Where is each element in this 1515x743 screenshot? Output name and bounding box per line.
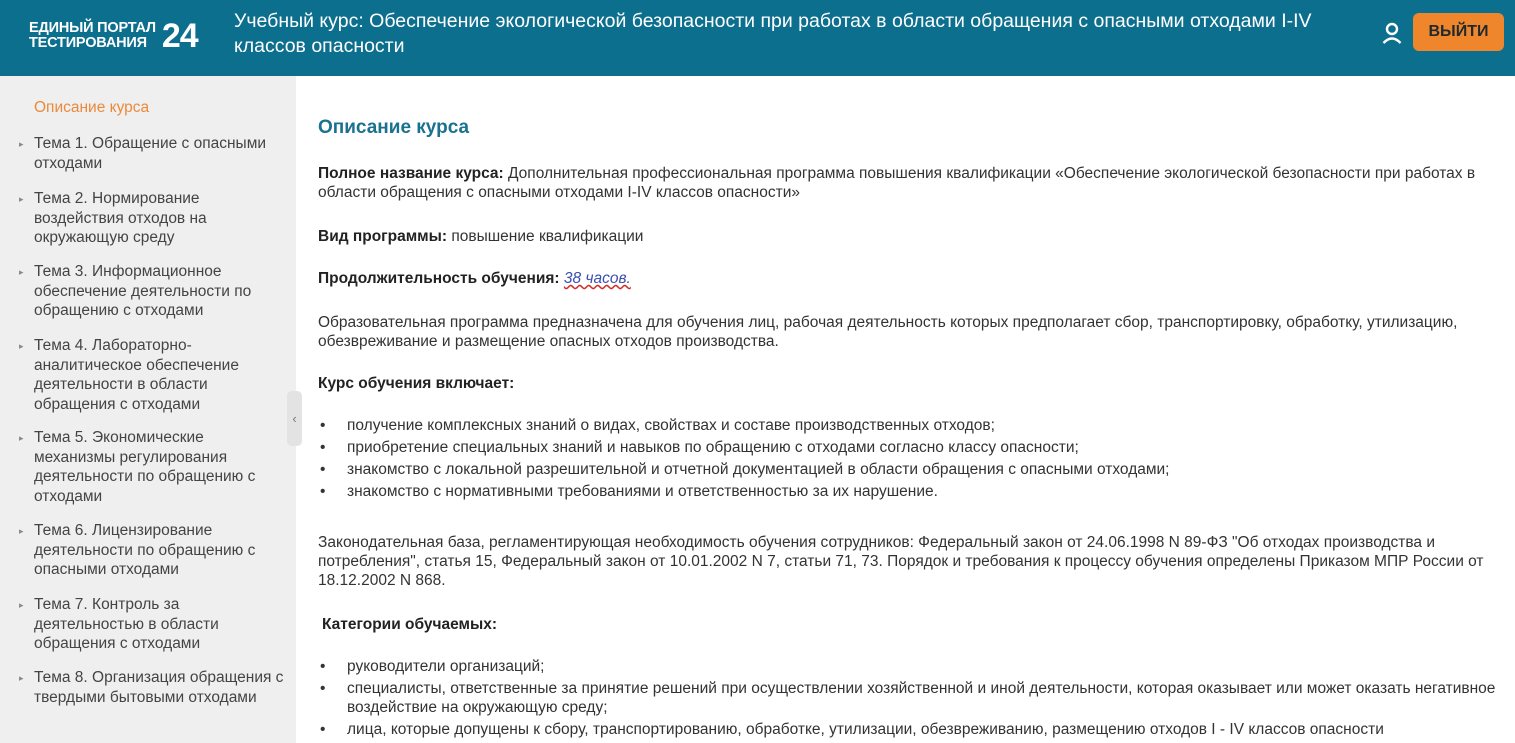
portal-logo[interactable] — [29, 16, 214, 56]
includes-heading — [318, 374, 1498, 393]
sidebar-item-label: Тема 7. Контроль за деятельностью в области обращения с отходами — [34, 596, 219, 652]
sidebar-item-label: Тема 2. Нормирование воздействия отходов на окружающую среду — [34, 190, 207, 246]
course-sidebar — [0, 76, 296, 743]
sidebar-item-topic-7[interactable] — [19, 595, 284, 654]
chevron-right-icon: ▸ — [19, 526, 24, 536]
user-icon[interactable] — [1380, 21, 1404, 45]
includes-label: Курс обучения включает: — [318, 375, 515, 392]
chevron-right-icon: ▸ — [19, 433, 24, 443]
includes-list — [318, 416, 1508, 504]
sidebar-item-topic-5[interactable] — [19, 428, 284, 506]
sidebar-collapse-handle[interactable] — [287, 391, 302, 446]
purpose-paragraph: Образовательная программа предназначена для обучения лиц, рабочая деятельность которых предполагает сбор, транспортировку, обработку, утилизацию, обезвреживание и размещение опасных отходов производства. — [318, 314, 1458, 350]
sidebar-item-topic-2[interactable] — [19, 189, 284, 248]
list-item: • специалисты, ответственные за принятие решений при осуществлении хозяйственной и иной деятельности, которая оказывает или может оказать негативное воздействие на окружающую среду; — [318, 679, 1508, 717]
course-title: Учебный курс: Обеспечение экологической безопасности при работах в области обращения с опасными отходами I-IV классов опасности — [234, 10, 1312, 57]
list-item: • получение комплексных знаний о видах, свойствах и составе производственных отходов; — [318, 416, 1508, 435]
full-name-paragraph — [318, 164, 1498, 202]
program-type-value: повышение квалификации — [447, 228, 644, 245]
chevron-right-icon: ▸ — [19, 600, 24, 610]
list-item: • знакомство с нормативными требованиями и ответственностью за их нарушение. — [318, 482, 1508, 501]
program-type-paragraph — [318, 227, 1498, 246]
sidebar-item-label: Тема 4. Лабораторно-аналитическое обеспечение деятельности в области обращения с отходами — [34, 337, 239, 413]
legal-paragraph: Законодательная база, регламентирующая необходимость обучения сотрудников: Федеральный закон от 24.06.1998 N 89-ФЗ "Об отходах производства и потребления", статья 15, Федеральный закон от 10.01.2002 N 7, статьи 71, 73. Порядок и требования к процессу обучения определены Приказом МПР России от 18.12.2002 N 868. — [318, 534, 1484, 589]
categories-list — [318, 657, 1508, 742]
sidebar-item-label: Описание курса — [34, 99, 150, 116]
page-title: Описание курса — [318, 117, 470, 138]
sidebar-item-topic-1[interactable] — [19, 134, 284, 173]
logout-button[interactable]: ВЫЙТИ — [1413, 13, 1504, 51]
chevron-left-icon: ‹ — [292, 411, 297, 426]
chevron-right-icon: ▸ — [19, 139, 24, 149]
list-item: • знакомство с локальной разрешительной и отчетной документацией в области обращения с опасными отходами; — [318, 460, 1508, 479]
sidebar-item-label: Тема 1. Обращение с опасными отходами — [34, 135, 267, 172]
sidebar-item-topic-6[interactable] — [19, 521, 284, 580]
list-item: • приобретение специальных знаний и навыков по обращению с отходами согласно классу опасности; — [318, 438, 1508, 457]
duration-label: Продолжительность обучения: — [318, 270, 560, 287]
duration-paragraph — [318, 269, 1498, 288]
sidebar-item-topic-3[interactable] — [19, 262, 284, 321]
chevron-right-icon: ▸ — [19, 673, 24, 683]
sidebar-item-topic-8[interactable] — [19, 668, 284, 707]
chevron-right-icon: ▸ — [19, 267, 24, 277]
logo-line-1: ЕДИНЫЙ ПОРТАЛ — [29, 20, 156, 36]
duration-value: 38 часов. — [563, 270, 631, 287]
sidebar-item-description[interactable] — [34, 98, 284, 118]
list-item: • руководители организаций; — [318, 657, 1508, 676]
list-item: • лица, которые допущены к сбору, транспортированию, обработке, утилизации, обезвреживанию, размещению отходов I - IV классов опасности — [318, 720, 1508, 739]
top-header — [0, 0, 1515, 76]
full-name-label: Полное название курса: — [318, 165, 504, 182]
course-description — [318, 76, 1508, 743]
categories-label: Категории обучаемых: — [322, 616, 498, 633]
chevron-right-icon: ▸ — [19, 194, 24, 204]
full-name-value: Дополнительная профессиональная программа повышения квалификации «Обеспечение экологической безопасности при работах в области обращения с опасными отходами I-IV классов опасности» — [318, 165, 1476, 201]
sidebar-item-label: Тема 5. Экономические механизмы регулирования деятельности по обращению с отходами — [34, 429, 256, 505]
program-type-label: Вид программы: — [318, 228, 448, 245]
logo-number: 24 — [161, 17, 198, 55]
logo-line-2: ТЕСТИРОВАНИЯ — [29, 35, 147, 51]
sidebar-item-topic-4[interactable] — [19, 336, 284, 414]
sidebar-item-label: Тема 8. Организация обращения с твердыми бытовыми отходами — [34, 669, 284, 706]
sidebar-item-label: Тема 3. Информационное обеспечение деятельности по обращению с отходами — [34, 263, 252, 319]
categories-heading — [322, 615, 1502, 634]
chevron-right-icon: ▸ — [19, 341, 24, 351]
sidebar-item-label: Тема 6. Лицензирование деятельности по обращению с опасными отходами — [34, 522, 256, 578]
